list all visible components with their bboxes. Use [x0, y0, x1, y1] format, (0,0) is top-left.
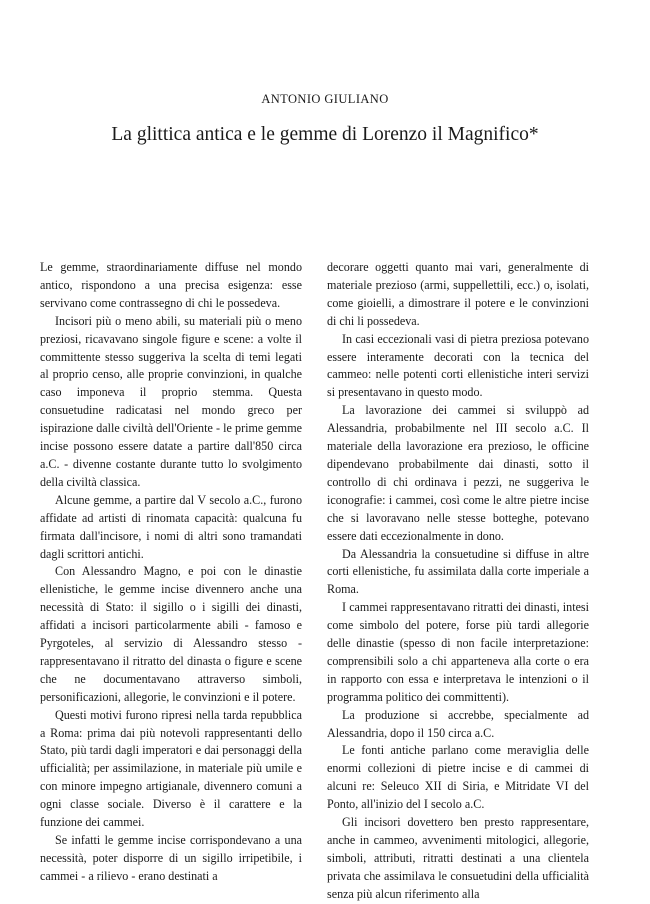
paragraph: Se infatti le gemme incise corrispondevano a una necessità, poter disporre di un sigillo irripetibile, i cammei - a rilievo - erano destinati a	[40, 833, 302, 883]
article-title: La glittica antica e le gemme di Lorenzo il Magnifico*	[111, 124, 539, 145]
paragraph: Incisori più o meno abili, su materiali più o meno preziosi, ricavavano singole figure e scene: a volte il committente stesso suggeriva la scelta di temi legati al proprio censo, alle proprie convinzioni, in qualche caso imponeva il proprio stemma. Questa consuetudine radicatasi nel mondo greco per ispirazione dalle civiltà dell'Oriente - le prime gemme incise possono essere datate a partire dall'850 circa a.C. - divenne costante durante tutto lo svolgimento della civiltà classica.	[40, 313, 302, 489]
paragraph: Da Alessandria la consuetudine si diffuse in altre corti ellenistiche, fu assimilata dalla corte imperiale a Roma.	[327, 546, 589, 597]
paragraph: Alcune gemme, a partire dal V secolo a.C., furono affidate ad artisti di rinomata capacità: qualcuna fu firmata dall'incisore, i nomi di altri sono tramandati dagli scrittori antichi.	[40, 492, 302, 561]
paragraph: Le gemme, straordinariamente diffuse nel mondo antico, rispondono a una precisa esigenza: esse servivano come contrassegno di chi le possedeva.	[40, 260, 302, 310]
paragraph: I cammei rappresentavano ritratti dei dinasti, intesi come simbolo del potere, forse più tardi allegorie delle dinastie (spesso di non facile interpretazione: comprensibili solo a chi apparteneva alla corte o era in rapporto con essa e interpretava le intenzioni o il programma politico dei committenti).	[327, 600, 589, 704]
paragraph: La lavorazione dei cammei si sviluppò ad Alessandria, probabilmente nel III secolo a.C. Il materiale della lavorazione era prezioso, le officine dipendevano probabilmente dai dinasti, sotto il controllo di chi ordinava i pezzi, ne suggeriva le iconografie: i cammei, così come le altre pietre incise che si lavoravano nelle stesse botteghe, potevano essere dati eccezionalmente in dono.	[327, 403, 589, 543]
body-column-left	[40, 259, 302, 886]
paragraph: Le fonti antiche parlano come meraviglia delle enormi collezioni di pietre incise e di cammei di alcuni re: Seleuco XII di Siria, e Mitridate VI del Ponto, all'inizio del I secolo a.C.	[327, 743, 589, 812]
paragraph: Questi motivi furono ripresi nella tarda repubblica a Roma: prima dai più notevoli rappresentanti dello Stato, più tardi dagli imperatori e dai personaggi della ufficialità; per assimilazione, in materiale più umile e con minore impegno artigianale, divennero comuni a ogni classe sociale. Diverso è il carattere e la funzione dei cammei.	[40, 707, 302, 830]
paragraph: La produzione si accrebbe, specialmente ad Alessandria, dopo il 150 circa a.C.	[327, 707, 589, 740]
paragraph: decorare oggetti quanto mai vari, generalmente di materiale prezioso (armi, suppellettili, ecc.) o, isolati, come gioielli, a dimostrare il potere e le convinzioni di chi li possedeva.	[327, 260, 589, 328]
paragraph: Con Alessandro Magno, e poi con le dinastie ellenistiche, le gemme incise divennero anche una necessità di Stato: il sigillo o i sigilli dei dinasti, affidati a incisori particolarmente abili - famoso e Pyrgoteles, al servizio di Alessandro stesso - rappresentavano il ritratto del dinasta o figure e scene che ne documentavano attraverso simboli, personificazioni, allegorie, le convinzioni e il potere.	[40, 564, 302, 704]
paragraph: In casi eccezionali vasi di pietra preziosa potevano essere interamente decorati con la tecnica del cammeo: nelle potenti corti ellenistiche interi servizi si presentavano in questo modo.	[327, 331, 589, 400]
body-column-right	[327, 259, 589, 904]
author-name: ANTONIO GIULIANO	[261, 92, 389, 106]
paragraph: Gli incisori dovettero ben presto rappresentare, anche in cammeo, avvenimenti mitologici, allegorie, simboli, attributi, ritratti destinati a una clientela privata che assimilava le consuetudini della ufficialità senza più alcun riferimento alla	[327, 815, 589, 901]
